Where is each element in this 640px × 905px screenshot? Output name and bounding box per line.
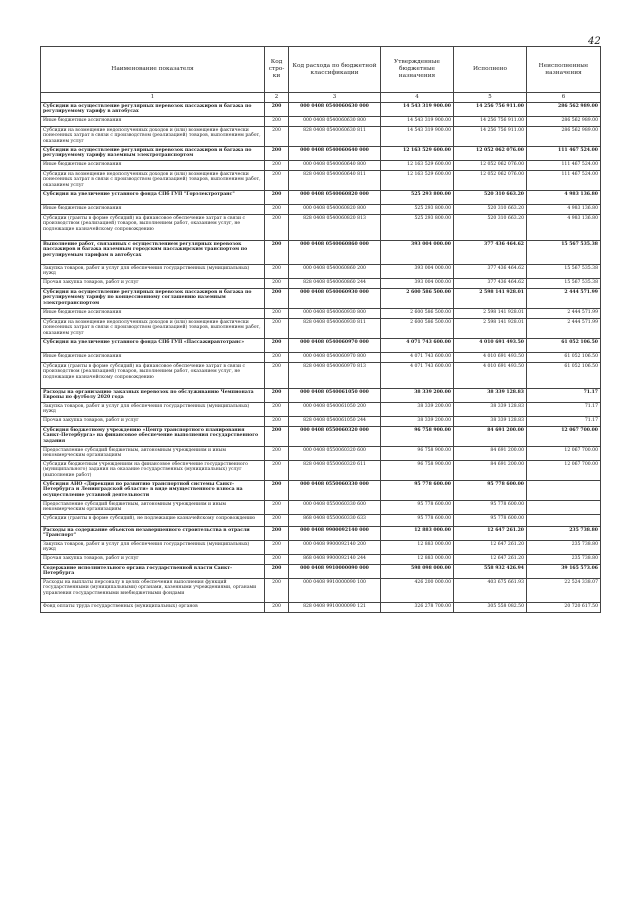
table-body bbox=[41, 103, 601, 613]
row-executed-cell: 95 778 600.00 bbox=[454, 481, 527, 501]
row-code-cell: 200 bbox=[265, 319, 289, 339]
table-row bbox=[41, 541, 601, 555]
row-classification-cell: 000 0408 0540060640 800 bbox=[289, 161, 381, 171]
row-approved-cell: 14 543 319 900.00 bbox=[381, 103, 454, 117]
row-unexecuted-cell: 2 444 571.99 bbox=[527, 289, 601, 309]
table-row bbox=[41, 309, 601, 319]
row-unexecuted-cell bbox=[527, 481, 601, 501]
row-approved-cell: 393 004 000.00 bbox=[381, 241, 454, 265]
row-approved-cell: 12 163 529 600.00 bbox=[381, 147, 454, 161]
row-classification-cell: 000 0408 0550060330 600 bbox=[289, 501, 381, 515]
row-unexecuted-cell: 2 444 571.99 bbox=[527, 319, 601, 339]
row-name-cell: Субсидия на увеличение уставного фонда СПб ГУП «Пассажиравтотранс» bbox=[41, 339, 265, 353]
column-number: 1 bbox=[41, 93, 265, 103]
row-code-cell: 200 bbox=[265, 515, 289, 527]
table-row bbox=[41, 501, 601, 515]
row-unexecuted-cell: 12 067 700.00 bbox=[527, 461, 601, 481]
column-number: 3 bbox=[289, 93, 381, 103]
table-row bbox=[41, 117, 601, 127]
row-approved-cell: 525 293 800.00 bbox=[381, 191, 454, 205]
row-unexecuted-cell: 286 562 989.00 bbox=[527, 117, 601, 127]
row-executed-cell: 4 010 691 493.50 bbox=[454, 339, 527, 353]
row-classification-cell: 000 0408 0540060930 800 bbox=[289, 309, 381, 319]
row-approved-cell: 38 339 200.00 bbox=[381, 403, 454, 417]
row-unexecuted-cell: 22 524 338.07 bbox=[527, 579, 601, 603]
row-executed-cell: 12 647 261.20 bbox=[454, 555, 527, 565]
row-name-cell: Субсидии на возмещение недополученных доходов и (или) возмещение фактически понесенных затрат в связи с производством (реализацией) товаров, выполнением работ, оказанием услуг bbox=[41, 127, 265, 147]
row-approved-cell: 95 778 600.00 bbox=[381, 481, 454, 501]
row-code-cell: 200 bbox=[265, 289, 289, 309]
row-name-cell: Расходы на организацию заказных перевозок по обслуживанию Чемпионата Европы по футболу 2020 года bbox=[41, 389, 265, 403]
row-classification-cell: 000 0408 0540060820 800 bbox=[289, 205, 381, 215]
row-executed-cell: 14 256 756 911.00 bbox=[454, 117, 527, 127]
row-code-cell: 200 bbox=[265, 191, 289, 205]
row-executed-cell: 377 436 464.62 bbox=[454, 241, 527, 265]
table-row bbox=[41, 191, 601, 205]
column-number: 2 bbox=[265, 93, 289, 103]
row-classification-cell: 000 0408 0540061050 000 bbox=[289, 389, 381, 403]
table-row bbox=[41, 103, 601, 117]
row-classification-cell: 000 0408 0540060630 800 bbox=[289, 117, 381, 127]
table-row bbox=[41, 603, 601, 613]
row-approved-cell: 4 071 743 600.00 bbox=[381, 363, 454, 389]
row-name-cell: Субсидия АНО «Дирекция по развитию транспортной системы Санкт-Петербурга и Ленинградской области» в виде имущественного взноса на осуществление уставной деятельности bbox=[41, 481, 265, 501]
row-unexecuted-cell: 15 567 535.38 bbox=[527, 241, 601, 265]
table-row bbox=[41, 339, 601, 353]
table-row bbox=[41, 171, 601, 191]
row-unexecuted-cell: 2 444 571.99 bbox=[527, 309, 601, 319]
row-executed-cell: 2 598 141 928.01 bbox=[454, 289, 527, 309]
row-executed-cell: 305 558 082.50 bbox=[454, 603, 527, 613]
row-approved-cell: 2 600 586 500.00 bbox=[381, 309, 454, 319]
row-approved-cell: 12 883 000.00 bbox=[381, 541, 454, 555]
table-row bbox=[41, 427, 601, 447]
row-executed-cell: 84 691 200.00 bbox=[454, 461, 527, 481]
row-executed-cell: 12 647 261.20 bbox=[454, 541, 527, 555]
row-code-cell: 200 bbox=[265, 565, 289, 579]
row-name-cell: Содержание исполнительного органа государственной власти Санкт-Петербурга bbox=[41, 565, 265, 579]
header-approved: Утвержденные бюджетные назначения bbox=[381, 47, 454, 93]
row-executed-cell: 14 256 756 911.00 bbox=[454, 127, 527, 147]
row-name-cell: Расходы на выплаты персоналу в целях обеспечения выполнения функций государственными (муниципальными) органами, казенными учреждениями, органами управления государственными внебюджетными фондами bbox=[41, 579, 265, 603]
row-name-cell: Закупка товаров, работ и услуг для обеспечения государственных (муниципальных) нужд bbox=[41, 541, 265, 555]
row-approved-cell: 12 163 529 600.00 bbox=[381, 161, 454, 171]
row-executed-cell: 377 436 464.62 bbox=[454, 279, 527, 289]
row-unexecuted-cell bbox=[527, 501, 601, 515]
row-code-cell: 200 bbox=[265, 215, 289, 241]
row-unexecuted-cell: 4 983 136.80 bbox=[527, 205, 601, 215]
row-executed-cell: 4 010 691 493.50 bbox=[454, 363, 527, 389]
row-classification-cell: 000 0408 0540060820 000 bbox=[289, 191, 381, 205]
header-executed: Исполнено bbox=[454, 47, 527, 93]
row-unexecuted-cell: 12 067 700.00 bbox=[527, 427, 601, 447]
table-row bbox=[41, 565, 601, 579]
row-code-cell: 200 bbox=[265, 417, 289, 427]
row-executed-cell: 12 052 062 076.00 bbox=[454, 161, 527, 171]
row-code-cell: 200 bbox=[265, 161, 289, 171]
table-row bbox=[41, 389, 601, 403]
row-classification-cell: 000 0408 0540060930 000 bbox=[289, 289, 381, 309]
row-approved-cell: 96 758 900.00 bbox=[381, 447, 454, 461]
page-number: 42 bbox=[588, 36, 601, 47]
table-row bbox=[41, 579, 601, 603]
row-name-cell: Субсидии на возмещение недополученных доходов и (или) возмещение фактически понесенных затрат в связи с производством (реализацией) товаров, выполнением работ, оказанием услуг bbox=[41, 319, 265, 339]
row-name-cell: Прочая закупка товаров, работ и услуг bbox=[41, 279, 265, 289]
row-executed-cell: 4 010 691 493.50 bbox=[454, 353, 527, 363]
row-classification-cell: 000 0408 0540060640 000 bbox=[289, 147, 381, 161]
row-classification-cell: 000 0408 0550060320 000 bbox=[289, 427, 381, 447]
row-executed-cell: 520 310 663.20 bbox=[454, 191, 527, 205]
table-row bbox=[41, 417, 601, 427]
table-row bbox=[41, 161, 601, 171]
row-executed-cell: 38 339 128.83 bbox=[454, 403, 527, 417]
header-unexecuted: Неисполненные назначения bbox=[527, 47, 601, 93]
row-executed-cell: 2 598 141 928.01 bbox=[454, 319, 527, 339]
row-code-cell: 200 bbox=[265, 171, 289, 191]
row-classification-cell: 000 0408 0550060330 000 bbox=[289, 481, 381, 501]
row-executed-cell: 84 691 200.00 bbox=[454, 427, 527, 447]
row-unexecuted-cell: 235 738.80 bbox=[527, 555, 601, 565]
row-unexecuted-cell: 111 467 524.00 bbox=[527, 171, 601, 191]
table-row bbox=[41, 241, 601, 265]
row-name-cell: Субсидия бюджетному учреждению «Центр транспортного планирования Санкт-Петербурга» на финансовое обеспечение выполнения государственного задания bbox=[41, 427, 265, 447]
row-code-cell: 200 bbox=[265, 265, 289, 279]
row-code-cell: 200 bbox=[265, 205, 289, 215]
row-code-cell: 200 bbox=[265, 603, 289, 613]
row-classification-cell: 000 0408 0540060630 000 bbox=[289, 103, 381, 117]
row-code-cell: 200 bbox=[265, 403, 289, 417]
row-unexecuted-cell: 286 562 989.00 bbox=[527, 103, 601, 117]
row-approved-cell: 12 163 529 600.00 bbox=[381, 171, 454, 191]
row-name-cell: Закупка товаров, работ и услуг для обеспечения государственных (муниципальных) нужд bbox=[41, 403, 265, 417]
table-row bbox=[41, 461, 601, 481]
row-executed-cell: 14 256 756 911.00 bbox=[454, 103, 527, 117]
row-name-cell: Субсидии на осуществление регулярных перевозок пассажиров и багажа по регулируемому тарифу наземным электротранспортом bbox=[41, 147, 265, 161]
row-classification-cell: 000 0408 0540060860 000 bbox=[289, 241, 381, 265]
row-classification-cell: 000 0408 9910000090 000 bbox=[289, 565, 381, 579]
row-code-cell: 200 bbox=[265, 103, 289, 117]
row-code-cell: 200 bbox=[265, 147, 289, 161]
row-approved-cell: 96 758 900.00 bbox=[381, 461, 454, 481]
row-approved-cell: 393 004 000.00 bbox=[381, 279, 454, 289]
row-executed-cell: 84 691 200.00 bbox=[454, 447, 527, 461]
row-approved-cell: 525 293 800.00 bbox=[381, 215, 454, 241]
row-classification-cell: 000 0408 0550060320 600 bbox=[289, 447, 381, 461]
row-executed-cell: 520 310 663.20 bbox=[454, 205, 527, 215]
row-name-cell: Предоставление субсидий бюджетным, автономным учреждениям и иным некоммерческим организациям bbox=[41, 501, 265, 515]
row-code-cell: 200 bbox=[265, 309, 289, 319]
row-executed-cell: 38 339 128.83 bbox=[454, 389, 527, 403]
row-classification-cell: 828 0408 0540061050 244 bbox=[289, 417, 381, 427]
row-name-cell: Иные бюджетные ассигнования bbox=[41, 205, 265, 215]
row-classification-cell: 828 0408 0540060820 813 bbox=[289, 215, 381, 241]
table-row bbox=[41, 215, 601, 241]
row-executed-cell: 12 647 261.20 bbox=[454, 527, 527, 541]
row-classification-cell: 000 0408 0540060970 000 bbox=[289, 339, 381, 353]
row-classification-cell: 828 0408 0540060860 244 bbox=[289, 279, 381, 289]
row-classification-cell: 828 0408 0540060640 811 bbox=[289, 171, 381, 191]
row-approved-cell: 2 600 586 500.00 bbox=[381, 319, 454, 339]
row-name-cell: Иные бюджетные ассигнования bbox=[41, 161, 265, 171]
row-name-cell: Субсидия на осуществление регулярных перевозок пассажиров и багажа по регулируемому тарифу по концессионному соглашению наземным электротранспортом bbox=[41, 289, 265, 309]
table-row bbox=[41, 353, 601, 363]
row-approved-cell: 38 339 200.00 bbox=[381, 417, 454, 427]
table-row bbox=[41, 481, 601, 501]
column-number: 5 bbox=[454, 93, 527, 103]
row-classification-cell: 828 0408 0550060320 611 bbox=[289, 461, 381, 481]
row-executed-cell: 2 598 141 928.01 bbox=[454, 309, 527, 319]
row-classification-cell: 828 0408 0540060930 811 bbox=[289, 319, 381, 339]
table-row bbox=[41, 555, 601, 565]
row-code-cell: 200 bbox=[265, 579, 289, 603]
table-row bbox=[41, 289, 601, 309]
row-unexecuted-cell: 61 052 106.50 bbox=[527, 353, 601, 363]
row-name-cell: Субсидии (гранты в форме субсидий) на финансовое обеспечение затрат в связи с производством (реализацией) товаров, выполнением работ, оказанием услуг, не подлежащие казначейскому сопровождению bbox=[41, 363, 265, 389]
row-approved-cell: 14 543 319 900.00 bbox=[381, 117, 454, 127]
table-row bbox=[41, 363, 601, 389]
row-name-cell: Иные бюджетные ассигнования bbox=[41, 117, 265, 127]
row-code-cell: 200 bbox=[265, 481, 289, 501]
row-name-cell: Фонд оплаты труда государственных (муниципальных) органов bbox=[41, 603, 265, 613]
row-executed-cell: 95 778 600.00 bbox=[454, 515, 527, 527]
row-approved-cell: 95 778 600.00 bbox=[381, 515, 454, 527]
row-classification-cell: 000 0408 0540060970 800 bbox=[289, 353, 381, 363]
budget-execution-table bbox=[40, 46, 601, 613]
row-code-cell: 200 bbox=[265, 339, 289, 353]
row-name-cell: Субсидии на осуществление регулярных перевозок пассажиров и багажа по регулируемому тарифу в автобусах bbox=[41, 103, 265, 117]
header-name: Наименование показателя bbox=[41, 47, 265, 93]
row-unexecuted-cell: 111 467 524.00 bbox=[527, 161, 601, 171]
row-executed-cell: 520 310 663.20 bbox=[454, 215, 527, 241]
row-approved-cell: 12 883 000.00 bbox=[381, 527, 454, 541]
row-code-cell: 200 bbox=[265, 127, 289, 147]
row-approved-cell: 14 543 319 900.00 bbox=[381, 127, 454, 147]
row-executed-cell: 377 436 464.62 bbox=[454, 265, 527, 279]
row-code-cell: 200 bbox=[265, 555, 289, 565]
row-classification-cell: 000 0408 9900092140 200 bbox=[289, 541, 381, 555]
row-executed-cell: 95 778 600.00 bbox=[454, 501, 527, 515]
row-classification-cell: 000 0408 0540060860 200 bbox=[289, 265, 381, 279]
row-unexecuted-cell: 111 467 524.00 bbox=[527, 147, 601, 161]
table-row bbox=[41, 127, 601, 147]
row-approved-cell: 96 758 900.00 bbox=[381, 427, 454, 447]
row-approved-cell: 426 200 000.00 bbox=[381, 579, 454, 603]
row-classification-cell: 000 0408 9900092140 000 bbox=[289, 527, 381, 541]
row-code-cell: 200 bbox=[265, 363, 289, 389]
column-number: 4 bbox=[381, 93, 454, 103]
row-code-cell: 200 bbox=[265, 389, 289, 403]
row-unexecuted-cell: 4 983 136.80 bbox=[527, 215, 601, 241]
row-unexecuted-cell: 286 562 989.00 bbox=[527, 127, 601, 147]
table-row bbox=[41, 403, 601, 417]
row-unexecuted-cell: 61 052 106.50 bbox=[527, 339, 601, 353]
row-name-cell: Иные бюджетные ассигнования bbox=[41, 353, 265, 363]
table-row bbox=[41, 515, 601, 527]
row-executed-cell: 12 052 062 076.00 bbox=[454, 147, 527, 161]
row-classification-cell: 828 0408 0540060970 813 bbox=[289, 363, 381, 389]
row-unexecuted-cell: 12 067 700.00 bbox=[527, 447, 601, 461]
row-name-cell: Иные бюджетные ассигнования bbox=[41, 309, 265, 319]
row-approved-cell: 4 071 743 600.00 bbox=[381, 353, 454, 363]
table-row bbox=[41, 205, 601, 215]
row-approved-cell: 598 098 000.00 bbox=[381, 565, 454, 579]
row-code-cell: 200 bbox=[265, 427, 289, 447]
row-code-cell: 200 bbox=[265, 461, 289, 481]
row-code-cell: 200 bbox=[265, 279, 289, 289]
table-row bbox=[41, 147, 601, 161]
row-approved-cell: 326 278 700.00 bbox=[381, 603, 454, 613]
row-approved-cell: 393 004 000.00 bbox=[381, 265, 454, 279]
row-unexecuted-cell: 4 983 136.80 bbox=[527, 191, 601, 205]
row-name-cell: Прочая закупка товаров, работ и услуг bbox=[41, 417, 265, 427]
table-row bbox=[41, 319, 601, 339]
row-unexecuted-cell: 15 567 535.38 bbox=[527, 265, 601, 279]
row-unexecuted-cell: 235 738.80 bbox=[527, 527, 601, 541]
row-classification-cell: 868 0408 0550060330 633 bbox=[289, 515, 381, 527]
row-name-cell: Прочая закупка товаров, работ и услуг bbox=[41, 555, 265, 565]
row-classification-cell: 828 0408 0540060630 811 bbox=[289, 127, 381, 147]
row-unexecuted-cell: 39 165 573.06 bbox=[527, 565, 601, 579]
row-approved-cell: 525 293 800.00 bbox=[381, 205, 454, 215]
row-code-cell: 200 bbox=[265, 501, 289, 515]
row-name-cell: Субсидии (гранты в форме субсидий), не подлежащие казначейскому сопровождению bbox=[41, 515, 265, 527]
column-numbers-row bbox=[41, 93, 601, 103]
table-row bbox=[41, 447, 601, 461]
row-approved-cell: 38 339 200.00 bbox=[381, 389, 454, 403]
row-executed-cell: 558 932 426.94 bbox=[454, 565, 527, 579]
header-code: Код стро-ки bbox=[265, 47, 289, 93]
table-row bbox=[41, 265, 601, 279]
header-classification: Код расхода по бюджетной классификации bbox=[289, 47, 381, 93]
row-approved-cell: 12 883 000.00 bbox=[381, 555, 454, 565]
row-name-cell: Субсидии на возмещение недополученных доходов и (или) возмещение фактически понесенных затрат в связи с производством (реализацией) товаров, выполнением работ, оказанием услуг bbox=[41, 171, 265, 191]
column-number: 6 bbox=[527, 93, 601, 103]
row-code-cell: 200 bbox=[265, 447, 289, 461]
row-code-cell: 200 bbox=[265, 527, 289, 541]
row-code-cell: 200 bbox=[265, 353, 289, 363]
row-approved-cell: 4 071 743 600.00 bbox=[381, 339, 454, 353]
row-classification-cell: 000 0408 9910000090 100 bbox=[289, 579, 381, 603]
row-name-cell: Выполнение работ, связанных с осуществлением регулярных перевозок пассажиров и багажа наземным городским пассажирским транспортом по регулируемым тарифам в автобусах bbox=[41, 241, 265, 265]
row-name-cell: Субсидии бюджетным учреждениям на финансовое обеспечение государственного (муниципального) задания на оказание государственных (муниципальных) услуг (выполнение работ) bbox=[41, 461, 265, 481]
row-executed-cell: 12 052 062 076.00 bbox=[454, 171, 527, 191]
row-classification-cell: 828 0408 9910000090 121 bbox=[289, 603, 381, 613]
row-executed-cell: 403 675 661.93 bbox=[454, 579, 527, 603]
row-name-cell: Субсидия на увеличение уставного фонда СПб ГУП "Горэлектротранс" bbox=[41, 191, 265, 205]
row-unexecuted-cell: 71.17 bbox=[527, 389, 601, 403]
row-name-cell: Предоставление субсидий бюджетным, автономным учреждениям и иным некоммерческим организациям bbox=[41, 447, 265, 461]
row-code-cell: 200 bbox=[265, 117, 289, 127]
row-unexecuted-cell: 20 720 617.50 bbox=[527, 603, 601, 613]
row-code-cell: 200 bbox=[265, 241, 289, 265]
table-row bbox=[41, 279, 601, 289]
row-classification-cell: 000 0408 0540061050 200 bbox=[289, 403, 381, 417]
row-name-cell: Расходы на содержание объектов незавершенного строительства в отрасли "Транспорт" bbox=[41, 527, 265, 541]
row-unexecuted-cell: 235 738.80 bbox=[527, 541, 601, 555]
row-classification-cell: 868 0408 9900092140 244 bbox=[289, 555, 381, 565]
row-name-cell: Закупка товаров, работ и услуг для обеспечения государственных (муниципальных) нужд bbox=[41, 265, 265, 279]
row-executed-cell: 38 339 128.83 bbox=[454, 417, 527, 427]
row-code-cell: 200 bbox=[265, 541, 289, 555]
row-approved-cell: 95 778 600.00 bbox=[381, 501, 454, 515]
row-approved-cell: 2 600 586 500.00 bbox=[381, 289, 454, 309]
row-unexecuted-cell: 71.17 bbox=[527, 403, 601, 417]
row-unexecuted-cell: 71.17 bbox=[527, 417, 601, 427]
row-unexecuted-cell: 61 052 106.50 bbox=[527, 363, 601, 389]
row-unexecuted-cell: 15 567 535.38 bbox=[527, 279, 601, 289]
row-name-cell: Субсидии (гранты в форме субсидий) на финансовое обеспечение затрат в связи с производством (реализацией) товаров, выполнением работ, оказанием услуг, не подлежащие казначейскому сопровождению bbox=[41, 215, 265, 241]
table-row bbox=[41, 527, 601, 541]
row-unexecuted-cell bbox=[527, 515, 601, 527]
